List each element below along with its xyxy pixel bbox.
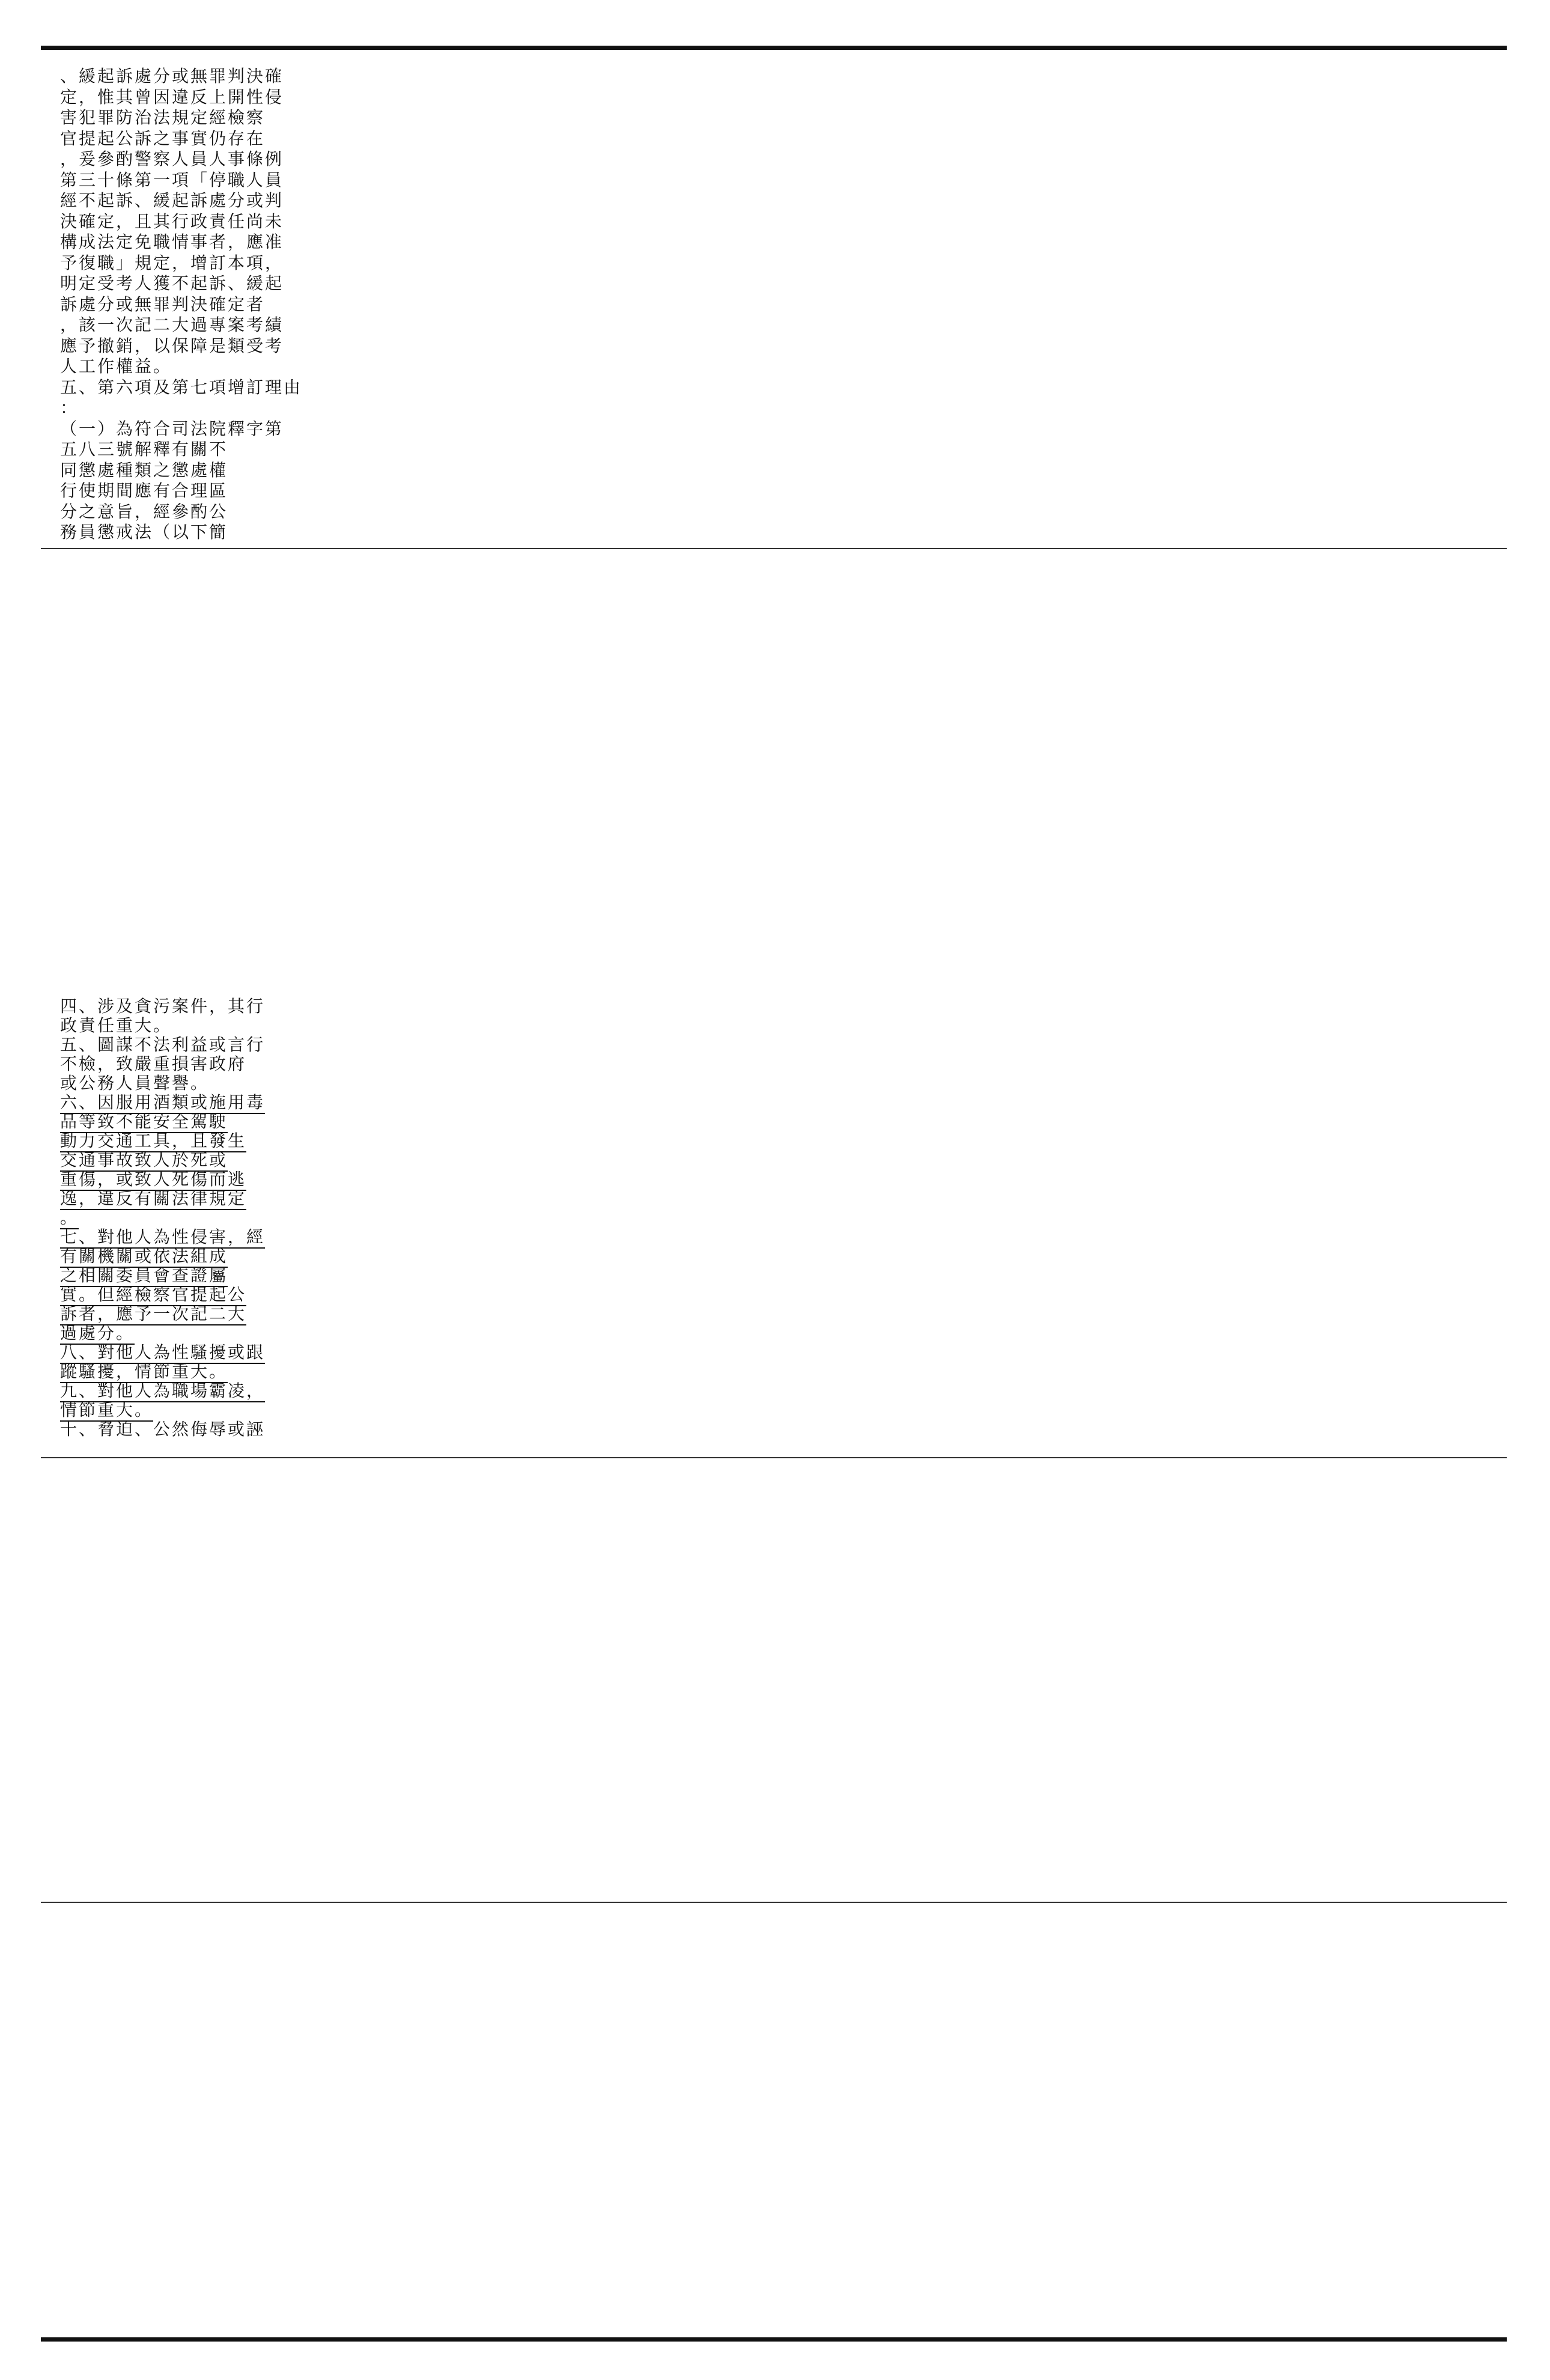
bottom-border (41, 2337, 1507, 2342)
text-line: 之相關委員會查證屬 (60, 1265, 228, 1285)
text-line: ： (60, 398, 79, 418)
text-line: 予復職」規定，增訂本項， (60, 252, 284, 273)
text-line: 。 (60, 1208, 79, 1228)
text-line: 動力交通工具，且發生 (60, 1131, 247, 1151)
text-line: 定，惟其曾因違反上開性侵 (60, 87, 284, 107)
text-line: 重傷，或致人死傷而逃 (60, 1169, 247, 1189)
text-line: 過處分。 (60, 1323, 135, 1343)
text-line: 政責任重大。 (60, 1015, 172, 1035)
text-line: 不檢，致嚴重損害政府 (60, 1054, 247, 1074)
text-line: ，該一次記二大過專案考績 (60, 315, 284, 335)
text-line: 第三十條第一項「停職人員 (60, 169, 284, 190)
text-line: 同懲處種類之懲處權 (60, 460, 228, 480)
text-line: 八、對他人為性騷擾或跟 (60, 1342, 266, 1362)
row-divider-1 (41, 548, 1507, 549)
text-line: 有關機關或依法組成 (60, 1246, 228, 1266)
text-line: 實。但經檢察官提起公 (60, 1285, 247, 1304)
text-line: 明定受考人獲不起訴、緩起 (60, 273, 284, 293)
text-line: 四、涉及貪污案件，其行 (60, 996, 266, 1016)
row-divider-3 (41, 1902, 1507, 1903)
text-line: 六、因服用酒類或施用毒 (60, 1092, 266, 1112)
text-line: 品等致不能安全駕駛 (60, 1112, 228, 1131)
text-line: 五、圖謀不法利益或言行 (60, 1035, 266, 1055)
text-line: 決確定，且其行政責任尚未 (60, 211, 284, 231)
text-line: 構成法定免職情事者，應准 (60, 232, 284, 252)
text-line: 、緩起訴處分或無罪判決確 (60, 66, 284, 86)
text-line: ，爰參酌警察人員人事條例 (60, 149, 284, 169)
text-line: 七、對他人為性侵害，經 (60, 1227, 266, 1247)
text-line: 害犯罪防治法規定經檢察 (60, 108, 266, 127)
text-line: 逸，違反有關法律規定 (60, 1188, 247, 1208)
row-divider-2 (41, 1457, 1507, 1458)
text-line: 訴者，應予一次記二大 (60, 1304, 247, 1324)
text-line: 蹤騷擾，情節重大。 (60, 1362, 228, 1381)
text-line: 五、第六項及第七項增訂理由 (60, 377, 303, 397)
text-line: 訴處分或無罪判決確定者 (60, 294, 266, 314)
text-line: 經不起訴、緩起訴處分或判 (60, 190, 284, 210)
text-line: 或公務人員聲譽。 (60, 1073, 210, 1093)
text-line: 分之意旨，經參酌公 (60, 501, 228, 522)
text-line: 行使期間應有合理區 (60, 481, 228, 501)
text-line: （一）為符合司法院釋字第 (60, 418, 284, 439)
text-line: 官提起公訴之事實仍存在 (60, 128, 266, 148)
text-line: 情節重大。 (60, 1400, 154, 1420)
text-line: 十、脅迫、公然侮辱或誣 (60, 1419, 266, 1439)
text-line: 五八三號解釋有關不 (60, 439, 228, 459)
top-border (41, 46, 1507, 50)
text-line: 交通事故致人於死或 (60, 1150, 228, 1170)
text-line: 務員懲戒法（以下簡 (60, 522, 228, 542)
text-line: 人工作權益。 (60, 356, 172, 376)
text-line: 九、對他人為職場霸凌， (60, 1381, 266, 1401)
text-line: 應予撤銷，以保障是類受考 (60, 335, 284, 356)
